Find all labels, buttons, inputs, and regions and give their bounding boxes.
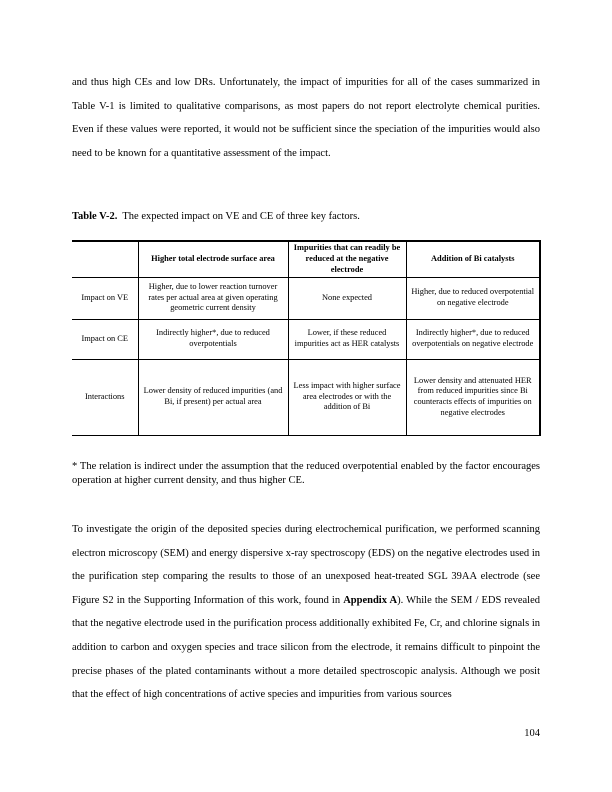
impact-table	[72, 240, 541, 436]
body-paragraph-top: and thus high CEs and low DRs. Unfortunately, the impact of impurities for all of the cases summarized in Table V-1 is limited to qualitative comparisons, as most papers do not report electrolyte chemical purities. Even if these values were reported, it would not be sufficient since the speciation of the impurities would also need to be known for a quantitative assessment of the impact.	[72, 77, 540, 159]
table-caption-text: The expected impact on VE and CE of three key factors.	[122, 211, 360, 222]
table-cell: Indirectly higher*, due to reduced overpotentials	[138, 319, 288, 359]
table-header-row	[72, 241, 540, 277]
table-header-impurities: Impurities that can readily be reduced at the negative electrode	[288, 241, 406, 277]
table-caption	[72, 211, 360, 222]
appendix-reference: Appendix A	[343, 594, 398, 606]
table-header-empty	[72, 241, 138, 277]
table-cell: None expected	[288, 277, 406, 319]
table-row	[72, 277, 540, 319]
table-cell: Indirectly higher*, due to reduced overpotentials on negative electrode	[406, 319, 540, 359]
table-cell: Lower density and attenuated HER from reduced impurities since Bi counteracts effects of impurities on negative electrodes	[406, 359, 540, 435]
table-cell: Lower density of reduced impurities (and Bi, if present) per actual area	[138, 359, 288, 435]
row-label-impact-ve: Impact on VE	[72, 277, 138, 319]
body-paragraph-bottom	[72, 518, 540, 707]
row-label-impact-ce: Impact on CE	[72, 319, 138, 359]
table-footnote: * The relation is indirect under the assumption that the reduced overpotential enabled by the factor encourages operation at higher current density, and thus higher CE.	[72, 461, 540, 486]
table-row	[72, 359, 540, 435]
table-cell: Lower, if these reduced impurities act as HER catalysts	[288, 319, 406, 359]
table-caption-label: Table V-2.	[72, 211, 118, 222]
row-label-interactions: Interactions	[72, 359, 138, 435]
table-row	[72, 319, 540, 359]
table-cell: Less impact with higher surface area electrodes or with the addition of Bi	[288, 359, 406, 435]
table-header-surface-area: Higher total electrode surface area	[138, 241, 288, 277]
table-cell: Higher, due to reduced overpotential on negative electrode	[406, 277, 540, 319]
page-number: 104	[524, 728, 540, 739]
paragraph-text-before: To investigate the origin of the deposited species during electrochemical purification, we performed scanning electron microscopy (SEM) and energy dispersive x-ray spectroscopy (EDS) on the negative electrodes used in the purification step comparing the results to those of an unexposed heat-treated SGL 39AA electrode (see Figure S2 in the Supporting Information of this work, found in	[72, 524, 540, 606]
paragraph-text-after: ). While the SEM / EDS revealed that the negative electrode used in the purification process additionally exhibited Fe, Cr, and chlorine signals in addition to carbon and oxygen species and trace silicon from the electrode, it remains difficult to pinpoint the precise phases of the plated contaminants without a more detailed spectroscopic analysis. Although we posit that the effect of high concentrations of active species and impurities from various sources	[72, 594, 540, 701]
table-header-bi-catalysts: Addition of Bi catalysts	[406, 241, 540, 277]
table-cell: Higher, due to lower reaction turnover rates per actual area at given operating geometric current density	[138, 277, 288, 319]
